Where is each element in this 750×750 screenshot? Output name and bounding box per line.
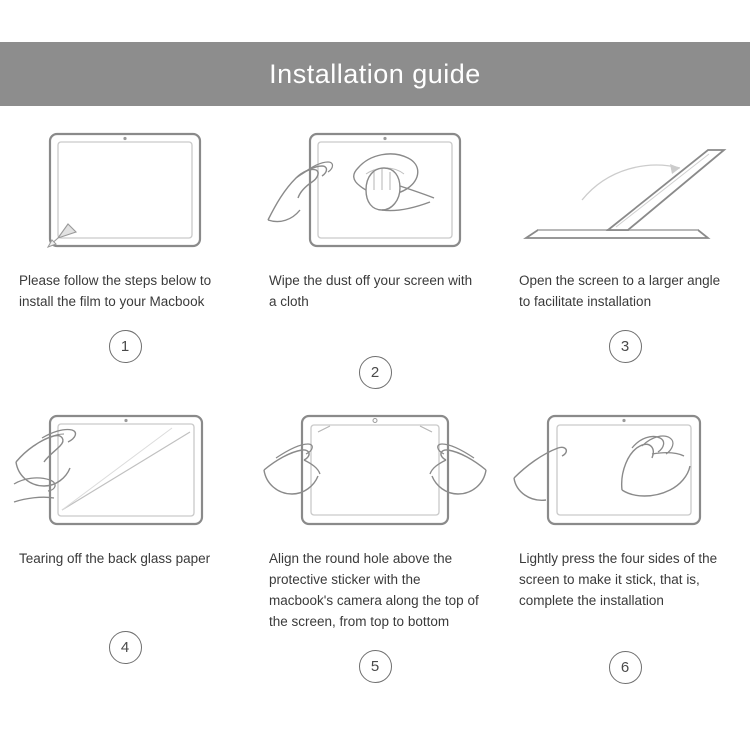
- step-1-number: 1: [109, 330, 142, 363]
- step-2-caption: Wipe the dust off your screen with a cloth: [269, 273, 473, 309]
- step-card-6: [500, 398, 750, 698]
- step-6-number: 6: [609, 651, 642, 684]
- step-2-number-wrap: [262, 356, 488, 389]
- steps-grid: [0, 128, 750, 698]
- step-3-caption: Open the screen to a larger angle to facilitate installation: [519, 273, 721, 309]
- step-6-caption: Lightly press the four sides of the screen to make it stick, that is, complete the installation: [519, 551, 718, 608]
- step-card-1: [0, 128, 250, 398]
- step-card-3: [500, 128, 750, 398]
- page-header: [0, 42, 750, 106]
- step-5-caption: Align the round hole above the protective sticker with the macbook's camera along the top of the screen, from top to bottom: [269, 551, 479, 629]
- step-6-number-wrap: [512, 651, 738, 684]
- step-card-2: [250, 128, 500, 398]
- step-3-number: 3: [609, 330, 642, 363]
- step-1-number-wrap: [12, 330, 238, 363]
- step-5-illustration: [262, 406, 488, 536]
- step-2-illustration: [262, 128, 488, 258]
- step-4-illustration: [12, 406, 238, 536]
- step-1-illustration: [12, 128, 238, 258]
- step-6-illustration: [512, 406, 738, 536]
- step-1-caption: Please follow the steps below to install the film to your Macbook: [19, 273, 212, 309]
- step-5-number: 5: [359, 650, 392, 683]
- step-4-caption: Tearing off the back glass paper: [19, 551, 211, 566]
- step-2-number: 2: [359, 356, 392, 389]
- step-4-number-wrap: [12, 631, 238, 664]
- page-title: Installation guide: [269, 58, 481, 89]
- step-card-5: [250, 398, 500, 698]
- step-3-illustration: [512, 128, 738, 258]
- step-4-number: 4: [109, 631, 142, 664]
- step-card-4: [0, 398, 250, 698]
- step-5-number-wrap: [262, 650, 488, 683]
- step-3-number-wrap: [512, 330, 738, 363]
